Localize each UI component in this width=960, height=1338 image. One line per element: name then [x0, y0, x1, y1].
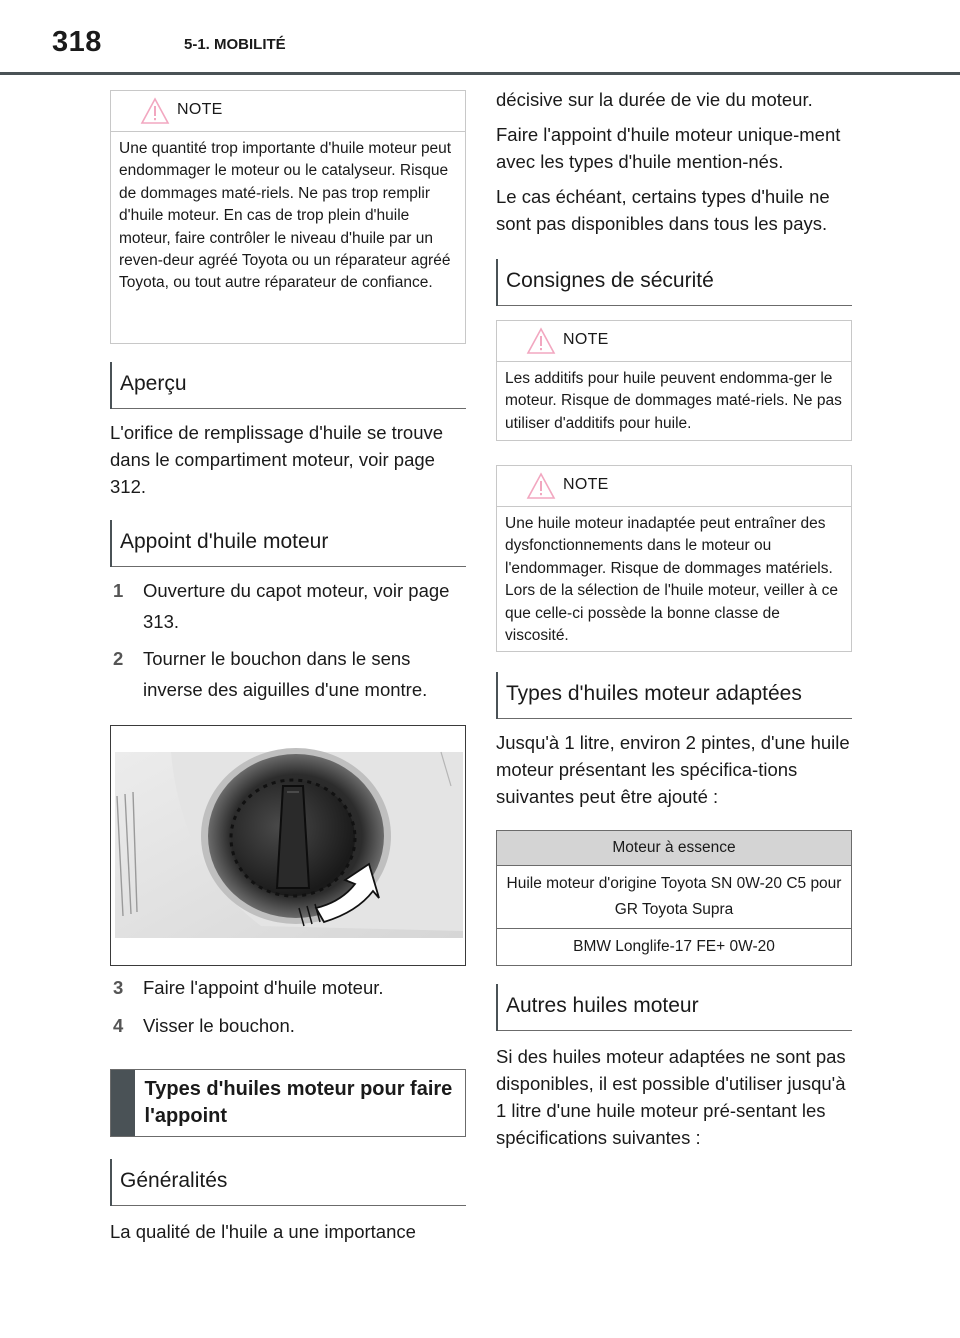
- oil-spec-table: [496, 830, 852, 966]
- intro-paragraph-1: décisive sur la durée de vie du moteur.: [496, 89, 813, 110]
- note-header: [111, 91, 465, 132]
- step-text: Ouverture du capot moteur, voir page 313.: [143, 580, 450, 632]
- step-item: [110, 1010, 466, 1041]
- chapter-heading-types: [110, 1069, 466, 1137]
- generalites-paragraph: La qualité de l'huile a une importance: [110, 1221, 416, 1242]
- note-text: Une quantité trop importante d'huile moteur peut endommager le moteur ou le catalyseur. Risque de dommages maté-riels. Ne pas trop remplir d'huile moteur. En cas de trop plein d'huile moteur, faire contrôler le niveau d'huile par un reven-deur agréé Toyota ou un réparateur agréé Toyota, ou tout autre réparateur de confiance.: [119, 140, 452, 292]
- apercu-paragraph: L'orifice de remplissage d'huile se trouve dans le compartiment moteur, voir page 312.: [110, 422, 444, 497]
- table-cell: BMW Longlife-17 FE+ 0W-20: [497, 929, 852, 966]
- types-adaptees-paragraph: Jusqu'à 1 litre, environ 2 pintes, d'une huile moteur présentant les spécifica-tions suivantes peut être ajouté :: [496, 732, 850, 807]
- heading-autres: Autres huiles moteur: [496, 984, 852, 1031]
- step-number: 4: [113, 1015, 124, 1036]
- step-text: Faire l'appoint d'huile moteur.: [143, 977, 384, 998]
- oil-filler-cap-image: [111, 726, 465, 965]
- step-item: [110, 575, 466, 637]
- autres-paragraph: Si des huiles moteur adaptées ne sont pas disponibles, il est possible d'utiliser jusqu'à 1 litre d'une huile moteur pré-sentant les spécifications suivantes :: [496, 1046, 846, 1148]
- step-text: Tourner le bouchon dans le sens inverse des aiguilles d'une montre.: [143, 648, 428, 700]
- chapter-heading-text: Types d'huiles moteur pour faire l'appoint: [144, 1078, 453, 1127]
- note-title: NOTE: [177, 101, 223, 118]
- note-title: NOTE: [563, 476, 609, 493]
- step-number: 3: [113, 977, 124, 998]
- warning-triangle-icon: [526, 472, 556, 500]
- heading-consignes: Consignes de sécurité: [496, 259, 852, 306]
- left-column: [110, 90, 466, 1245]
- note-box: [496, 465, 852, 652]
- page-header: [0, 0, 960, 76]
- note-header: [497, 321, 851, 362]
- step-number: 1: [113, 580, 124, 601]
- note-box: [496, 320, 852, 441]
- heading-appoint: Appoint d'huile moteur: [110, 520, 466, 567]
- step-item: [110, 643, 466, 705]
- note-text: Les additifs pour huile peuvent endomma-ger le moteur. Risque de dommages maté-riels. Ne pas utiliser d'additifs pour huile.: [505, 370, 842, 432]
- intro-paragraph-2: Faire l'appoint d'huile moteur unique-ment avec les types d'huile mention-nés.: [496, 124, 841, 172]
- note-box: [110, 90, 466, 344]
- step-text: Visser le bouchon.: [143, 1015, 295, 1036]
- heading-types-adaptees: Types d'huiles moteur adaptées: [496, 672, 852, 719]
- step-number: 2: [113, 648, 124, 669]
- intro-paragraph-3: Le cas échéant, certains types d'huile ne sont pas disponibles dans tous les pays.: [496, 186, 830, 234]
- note-text: Une huile moteur inadaptée peut entraîner des dysfonctionnements dans le moteur ou l'endommager. Risque de dommages matériels. Lors de la sélection de l'huile moteur, veiller à ce que celle-ci possède la bonne classe de viscosité.: [505, 515, 838, 645]
- heading-generalites: Généralités: [110, 1159, 466, 1206]
- heading-apercu: Aperçu: [110, 362, 466, 409]
- right-column: [496, 86, 852, 1151]
- heading-accent-bar: [111, 1070, 135, 1136]
- table-header-cell: Moteur à essence: [497, 831, 852, 866]
- table-cell: Huile moteur d'origine Toyota SN 0W-20 C5 pour GR Toyota Supra: [497, 866, 852, 929]
- warning-triangle-icon: [140, 97, 170, 125]
- oil-cap-illustration: [110, 725, 466, 966]
- header-rule: [0, 72, 960, 75]
- step-item: [110, 972, 466, 1003]
- warning-triangle-icon: [526, 327, 556, 355]
- note-header: [497, 466, 851, 507]
- page-number: 318: [52, 26, 102, 58]
- note-title: NOTE: [563, 331, 609, 348]
- section-label: 5-1. MOBILITÉ: [184, 36, 286, 53]
